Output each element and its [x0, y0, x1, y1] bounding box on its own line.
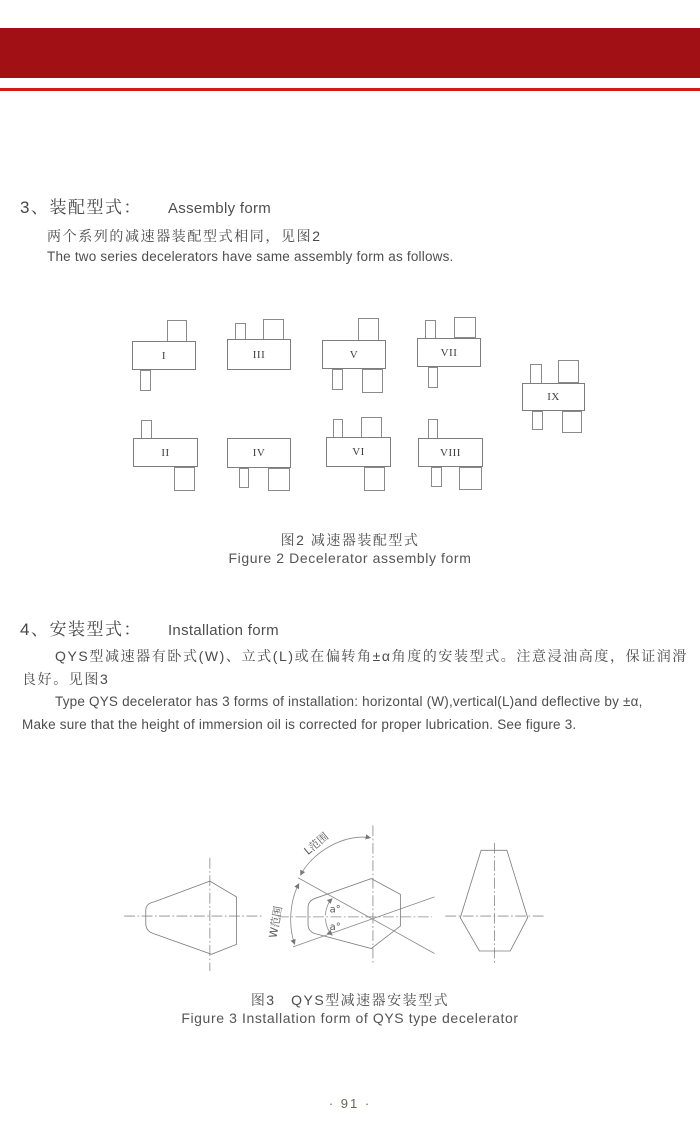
shaft-box [268, 468, 290, 491]
page-number: · 91 · [328, 1096, 372, 1111]
shaft-box [532, 411, 543, 430]
figure2-caption-en: Figure 2 Decelerator assembly form [228, 550, 472, 566]
assembly-form-IX [522, 360, 587, 434]
shaft-box [174, 467, 195, 491]
shaft-box [361, 417, 382, 438]
shaft-box [364, 467, 385, 491]
section4-heading-en: Installation form [167, 622, 279, 639]
assembly-form-VII [417, 317, 483, 389]
shaft-box [428, 367, 438, 388]
tilt-limit-line [293, 897, 434, 947]
shaft-box [362, 369, 383, 393]
shaft-box [332, 369, 343, 390]
gearbox-body [133, 438, 198, 467]
shaft-box [428, 419, 438, 439]
assembly-numeral: IV [252, 447, 266, 459]
section3-body-en: The two series decelerators have same assembly form as follows. [47, 249, 454, 264]
assembly-numeral: IX [547, 391, 560, 403]
shaft-box [167, 320, 187, 342]
section4-body-en-line2: Make sure that the height of immersion oil is corrected for proper lubrication. See figure 3. [22, 717, 577, 732]
assembly-form-V [322, 318, 388, 394]
reducer-outline-horizontal [146, 881, 237, 954]
section3-heading [20, 193, 271, 218]
assembly-numeral: VI [352, 446, 365, 458]
shaft-box [235, 323, 246, 340]
label-l-range: L范围 [301, 829, 332, 858]
shaft-box [431, 467, 442, 487]
label-w-range: W范围 [266, 904, 285, 940]
shaft-box [562, 411, 582, 433]
assembly-numeral: III [252, 348, 266, 361]
section4-body-zh-line1: QYS型减速器有卧式(W)、立式(L)或在偏转角±α角度的安装型式。注意浸油高度，保证润滑 [55, 648, 688, 664]
shaft-box [333, 419, 343, 438]
shaft-box [140, 370, 151, 391]
label-angle-upper: a° [329, 904, 341, 916]
section3-body-zh: 两个系列的减速器装配型式相同，见图2 [47, 228, 322, 244]
assembly-numeral: VII [440, 346, 458, 359]
gearbox-body [417, 338, 481, 367]
header-band [0, 28, 700, 78]
assembly-numeral: II [161, 446, 170, 459]
section4-heading-zh: 4、安装型式： [20, 620, 142, 639]
shaft-box [459, 467, 482, 490]
assembly-form-VIII [418, 419, 485, 491]
section3-heading-en: Assembly form [167, 200, 272, 217]
gearbox-body [227, 339, 291, 370]
shaft-box [425, 320, 436, 339]
figure3-caption-en: Figure 3 Installation form of QYS type decelerator [181, 1010, 519, 1026]
shaft-box [358, 318, 379, 341]
section4-body-zh-line2: 良好。见图3 [22, 671, 110, 687]
gearbox-body [132, 341, 196, 370]
shaft-box [141, 420, 152, 439]
assembly-form-III [227, 319, 293, 372]
shaft-box [530, 364, 542, 384]
assembly-form-IV [227, 438, 293, 492]
header-rule [0, 88, 700, 91]
gearbox-body [326, 437, 391, 467]
assembly-form-VI [326, 417, 393, 492]
shaft-box [239, 468, 249, 488]
section4-heading [20, 615, 279, 640]
figure3-caption-zh: 图3 QYS型减速器安装型式 [250, 992, 450, 1008]
assembly-numeral: I [161, 349, 167, 362]
assembly-form-I [132, 320, 198, 392]
figure2-caption-zh: 图2 减速器装配型式 [280, 532, 420, 548]
assembly-form-II [133, 420, 200, 492]
shaft-box [263, 319, 284, 340]
w-range-arc [291, 884, 299, 945]
gearbox-body [227, 438, 291, 468]
figure3-drawing [110, 788, 655, 995]
assembly-numeral: V [349, 348, 359, 361]
shaft-box [454, 317, 476, 338]
shaft-box [558, 360, 579, 383]
tilt-limit-line [298, 878, 434, 954]
gearbox-body [322, 340, 386, 369]
section3-heading-zh: 3、装配型式： [20, 198, 142, 217]
assembly-numeral: VIII [440, 446, 461, 459]
gearbox-body [522, 383, 585, 411]
gearbox-body [418, 438, 483, 467]
section4-body-en-line1: Type QYS decelerator has 3 forms of installation: horizontal (W),vertical(L)and deflective by ±α, [55, 694, 643, 709]
label-angle-lower: a° [329, 922, 341, 934]
